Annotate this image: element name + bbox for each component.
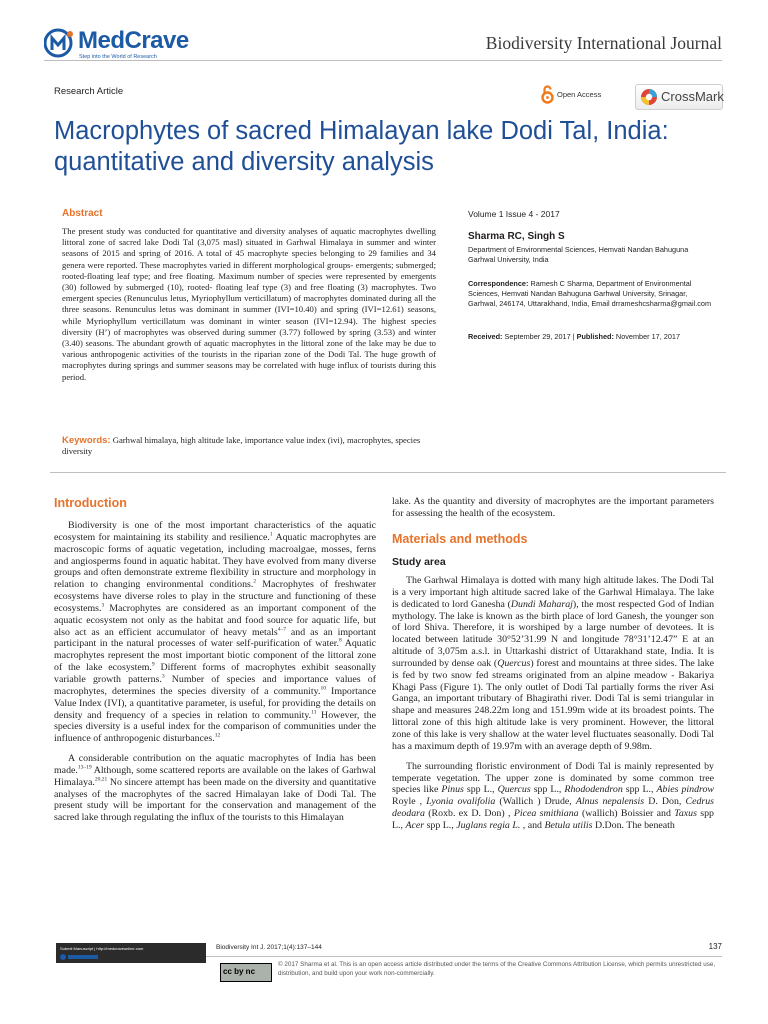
continuation-text: lake. As the quantity and diversity of macrophytes are the important parameters for assessing the health of the ecosystem.: [392, 496, 714, 519]
crossmark-button[interactable]: [635, 84, 723, 110]
crossmark-icon: [640, 88, 658, 106]
received-date: September 29, 2017: [504, 332, 571, 341]
medcrave-footer-logo-icon: [60, 953, 100, 961]
publisher-name: MedCrave: [78, 27, 189, 54]
published-date: November 17, 2017: [615, 332, 681, 341]
abstract-text: The present study was conducted for quantitative and diversity analyses of aquatic macrophytes dwelling littoral zone of sacred lake Dodi Tal (3,075 masl) situated in Garhwal Himalaya in summer and winter seasons of 2015 and spring of 2016. A total of 45 macrophyte species belonging to 29 families and 34 genera were reported. These macrophytes varied in different morphological groups- emergents; submerged; rooted-floating leaf type; and free floating. Maximum number of species were represented by emergents (30) followed by submerged (10), rooted- floating leaf type (3) and free floating (3) macrophytes. Two emergent species (Renunculus letus, Myriophyllum verticillatum) of macrophytes dominated during all the three seasons. Renunculus letus was dominant in summer (IVI=10.40) and spring (IVI=12.61) seasons, while Myriophyllum verticillatum was dominant in winter season (IVI=12.94). The highest species diversity (H’) of macrophytes was observed during summer (3.77) followed by spring (3.53) and winter (3.40) seasons. The abundant growth of aquatic macrophytes in the littoral zone of the lake may be due to various anthropogenic activities of the tourists in the riparian zone of the Dodi Tal. The huge growth of macrophytes during springs and summer seasons may be correlated with huge influx of tourists during this period.: [62, 226, 436, 382]
medcrave-logo-icon: [44, 28, 76, 58]
keywords-label: Keywords:: [62, 435, 111, 446]
open-access-lock-icon: [541, 84, 554, 104]
introduction-heading: Introduction: [54, 496, 127, 510]
section-divider: [50, 472, 726, 473]
authors: Sharma RC, Singh S: [468, 231, 565, 242]
license-text: © 2017 Sharma et al. This is an open access article distributed under the terms of the Creative Commons Attribution License, which permits unrestricted use, distribution, and build upon your work non-commercially.: [278, 961, 716, 977]
page-number: 137: [708, 942, 722, 951]
cc-badge-label: cc by nc: [223, 967, 256, 976]
introduction-body: [54, 520, 376, 824]
open-access-label: Open Access: [557, 90, 602, 99]
study-area-paragraph-1: The Garhwal Himalaya is dotted with many high altitude lakes. The Dodi Tal is a very important high altitude sacred lake of the Garhwal Himalaya. The lake is dedicated to lord Ganesha (Dundi Maharaj), the most respected God of Indian mythology. The lake is known as the birth place of lord Ganesh, the younger son of lord Shiva. Therefore, it is worshiped by a large number of devotees. It is located between latitude 30°52’31.99 N and longitude 78°31’12.47” E at an altitude of 3,075m a.s.l. in Uttarkashi district of Uttarakhand state, India. It is surrounded by dense oak (Quercus) forest and mountains at three sides. The lake is fed by two snow fed streams originated from an alpine meadow - Bakariya Khagi Pass (Figure 1). The only outlet of Dodi Tal partially forms the river Asi Ganga, an important tributary of Bhagirathi river. Dodi Tal is semi triangular in shape and measures 248.22m long and 151.99m wide at its broadest points. The littoral zone of this high altitude lake is very prominent. However, the littoral zone of this lake is very shallow at the water level fluctuates seasonally. Dodi Tal has a maximum depth of 19.97m with an average depth of 9.98m.: [392, 575, 715, 752]
article-title: Macrophytes of sacred Himalayan lake Dodi Tal, India: quantitative and diversity analysis: [54, 117, 669, 176]
methods-heading: Materials and methods: [392, 532, 528, 546]
intro-paragraph-1: Biodiversity is one of the most important characteristics of the aquatic ecosystem for maintaining its stability and resilience.$^1$ Aquatic macrophytes are macroscopic forms of aquatic vegetation, including macroalgae, mosses, ferns and angiosperms found in aquatic habitat. They have evolved from many diverse groups and often demonstrate extreme flexibility in structure and morphology in relation to changing environmental conditions.$^2$ Macrophytes of freshwater ecosystems have diverse roles to play in the structure and functioning of these ecosystems.$^3$ Macrophytes are considered as an important component of the aquatic ecosystem not only as the habitat and food source for aquatic life, but also act as an efficient accumulator of heavy metals$^{4-7}$ and as an important participant in the natural processes of water self-purification of water.$^8$ Aquatic macrophytes represent the most important biotic component of the littoral zone of the lake ecosystem.$^9$ Different forms of macrophytes exhibit seasonally variable growth patterns.$^3$ Number of species and importance values of macrophytes, determines the species diversity of a community.$^{10}$ Importance Value Index (IVI), a quantitative parameter, is useful, for providing the details on density and frequency of a species in relation to community.$^{11}$ However, the species diversity is a useful index for the comparison of communities under the influence of anthropogenic disturbances.$^{12}$: [54, 520, 377, 745]
abstract-heading: Abstract: [62, 208, 103, 219]
journal-name: Biodiversity International Journal: [485, 33, 722, 53]
published-label: Published:: [576, 332, 614, 341]
keywords: [62, 435, 436, 457]
header-divider: [44, 60, 722, 61]
cc-license-badge[interactable]: [220, 963, 272, 982]
affiliation: Department of Environmental Sciences, Hemvati Nandan Bahuguna Garhwal University, India: [468, 245, 689, 264]
submit-manuscript-bar[interactable]: [56, 943, 206, 963]
publisher-tagline: Step into the World of Research: [79, 54, 157, 60]
footer-citation: Biodiversity Int J. 2017;1(4):137‒144: [216, 944, 322, 951]
submit-manuscript-link[interactable]: Submit Manuscript | http://medcraveonline.com: [60, 946, 144, 951]
correspondence-label: Correspondence:: [468, 279, 529, 288]
keywords-text: Garhwal himalaya, high altitude lake, importance value index (ivi), macrophytes, species diversity: [62, 435, 421, 457]
volume-issue: Volume 1 Issue 4 - 2017: [468, 209, 560, 219]
dates: Received: September 29, 2017 | Published: November 17, 2017: [468, 332, 681, 341]
correspondence-text: Ramesh C Sharma, Department of Environmental Sciences, Hemvati Nandan Bahuguna Garhwal University, Srinagar, Garhwal, 246174, Uttarakhand, India, Email drrameshcsharma@gmail.com: [468, 279, 712, 308]
footer-divider: [206, 956, 722, 957]
study-area-heading: Study area: [392, 556, 446, 568]
received-label: Received:: [468, 332, 503, 341]
correspondence: [468, 279, 713, 308]
intro-paragraph-2: A considerable contribution on the aquatic macrophytes of India has been made.$^{13-19}$ Although, some scattered reports are available on the lakes of Garhwal Himalaya.$^{20,21}$ No sincere attempt has been made on the diversity and quantitative analyses of the macrophytes of the sacred Himalayan lake of Dodi Tal. The present study will be important for the conservation and management of the sacred lake through regulating the influx of the tourists to this Himalayan: [54, 753, 376, 824]
article-type: Research Article: [54, 86, 124, 97]
open-access-badge[interactable]: [541, 84, 601, 104]
study-area-body: [392, 575, 714, 832]
study-area-paragraph-2: The surrounding floristic environment of Dodi Tal is mainly represented by temperate vegetation. The upper zone is dominated by some common tree species like Pinus spp L., Quercus spp L., Rhododendron spp L., Abies pindrow Royle , Lyonia ovalifolia (Wallich ) Drude, Alnus nepalensis D. Don, Cedrus deodara (Roxb. ex D. Don) , Picea smithiana (wallich) Boissier and Taxus spp L., Acer spp L., Juglans regia L. , and Betula utilis D.Don. The beneath: [392, 760, 715, 831]
crossmark-label: CrossMark: [661, 89, 724, 104]
